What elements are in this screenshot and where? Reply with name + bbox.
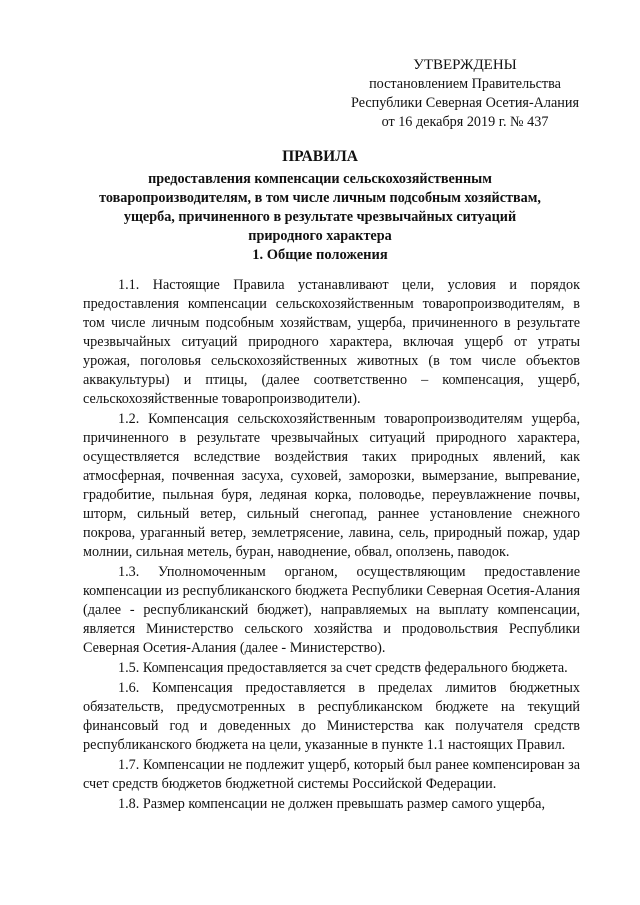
paragraph-1-8: 1.8. Размер компенсации не должен превышать размер самого ущерба, xyxy=(118,796,545,812)
paragraph-1-7: 1.7. Компенсации не подлежит ущерб, который был ранее компенсирован за счет средств бюджетов бюджетной системы Российской Федерации. xyxy=(83,757,580,792)
paragraph-1-6: 1.6. Компенсация предоставляется в пределах лимитов бюджетных обязательств, предусмотренных в республиканском бюджете на текущий финансовый год и доведенных до Министерства как получателя средств республиканского бюджета на цели, указанные в пункте 1.1 настоящих Правил. xyxy=(83,680,580,753)
document-title xyxy=(60,147,580,246)
paragraph-1-5: 1.5. Компенсация предоставляется за счет средств федерального бюджета. xyxy=(118,660,568,676)
approval-line: от 16 декабря 2019 г. № 437 xyxy=(381,114,549,130)
approval-heading: УТВЕРЖДЕНЫ xyxy=(413,57,517,73)
title-subtitle-line: природного характера xyxy=(248,228,392,244)
title-subtitle-line: ущерба, причиненного в результате чрезвычайных ситуаций xyxy=(123,209,517,225)
approval-line: Республики Северная Осетия-Алания xyxy=(350,95,579,111)
paragraph-1-1: 1.1. Настоящие Правила устанавливают цели, условия и порядок предоставления компенсации сельскохозяйственным товаропроизводителям, в том числе личным подсобным хозяйствам, ущерба, причиненного в результате чрезвычайных ситуаций природного характера, включая ущерб от утраты урожая, поголовья сельскохозяйственных животных (в том числе объектов аквакультуры) и птицы, (далее соответственно – компенсация, ущерб, сельскохозяйственные товаропроизводители). xyxy=(83,277,580,407)
title-main: ПРАВИЛА xyxy=(282,148,358,165)
title-subtitle-line: товаропроизводителям, в том числе личным подсобным хозяйствам, xyxy=(99,190,541,206)
paragraph-1-3: 1.3. Уполномоченным органом, осуществляющим предоставление компенсации из республиканского бюджета Республики Северная Осетия-Алания (далее - республиканский бюджет), направляемых на выплату компенсации, является Министерство сельского хозяйства и продовольствия Республики Северная Осетия-Алания (далее - Министерство). xyxy=(83,564,580,656)
approval-block xyxy=(330,56,600,132)
paragraph-1-2: 1.2. Компенсация сельскохозяйственным товаропроизводителям ущерба, причиненного в результате чрезвычайных ситуаций природного характера, осуществляется вследствие воздействия таких природных явлений, как атмосферная, почвенная засуха, суховей, заморозки, вымерзание, выпревание, градобитие, пыльная буря, ледяная корка, половодье, переувлажнение почвы, шторм, сильный ветер, сильный снегопад, раннее установление снежного покрова, ураганный ветер, землетрясение, лавина, сель, природный пожар, удар молнии, сильная метель, буран, наводнение, обвал, оползень, паводок. xyxy=(83,411,580,560)
approval-line: постановлением Правительства xyxy=(369,76,561,92)
document-body xyxy=(83,276,580,814)
title-subtitle-line: предоставления компенсации сельскохозяйственным xyxy=(148,171,492,187)
section-heading: 1. Общие положения xyxy=(252,247,388,263)
